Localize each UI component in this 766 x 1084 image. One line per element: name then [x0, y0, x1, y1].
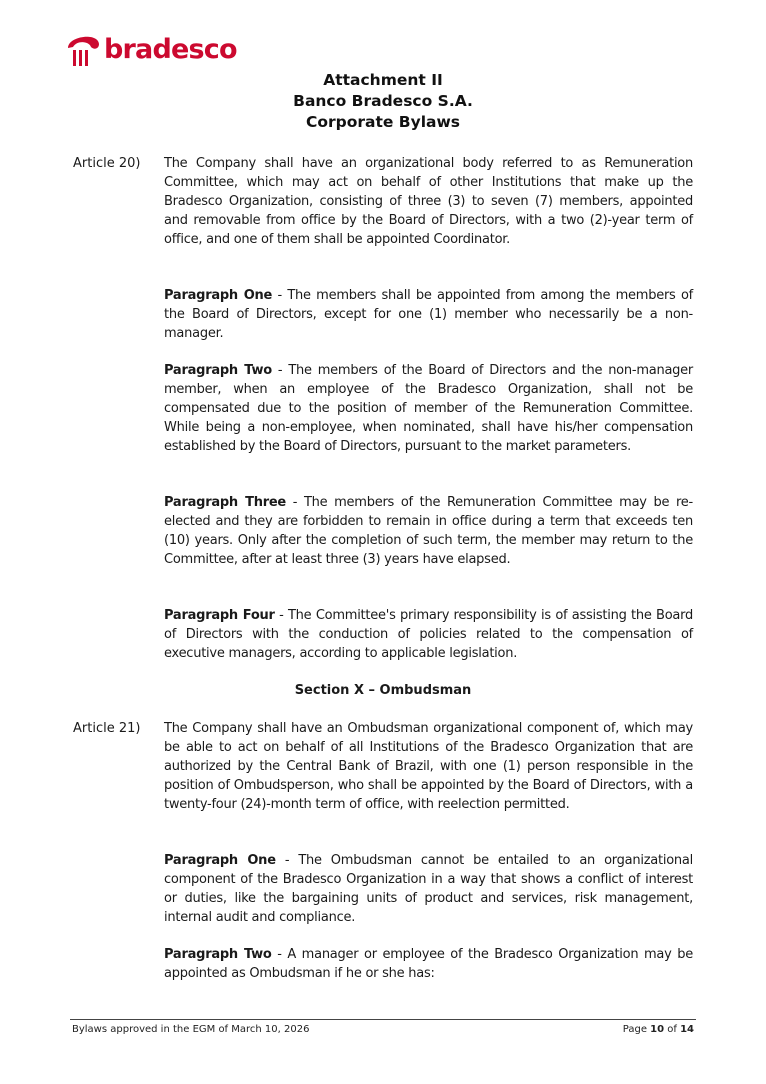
- document-title: [0, 70, 766, 133]
- article-21-text: The Company shall have an Ombudsman organizational component of, which may be able to act on behalf of all Institutions of the Bradesco Organization that are authorized by the Central Bank of Brazil, with one (1) person responsible in the position of Ombudsperson, who shall be appointed by the Board of Directors, with a twenty-four (24)-month term of office, with reelection permitted.: [164, 721, 693, 812]
- title-line-2: Banco Bradesco S.A.: [293, 92, 473, 110]
- paragraph-title: Paragraph Three: [164, 495, 286, 510]
- article-20-paragraph-three: [164, 494, 693, 570]
- article-20-paragraph-two: [164, 362, 693, 457]
- article-21-paragraph-two: [164, 946, 693, 984]
- bradesco-tree-icon: [64, 30, 104, 70]
- article-21-label: Article 21): [73, 721, 141, 736]
- paragraph-text: - The Ombudsman cannot be entailed to an organizational component of the Bradesco Organization in a way that shows a conflict of interest or duties, like the bargaining units of product and services, risk management, internal audit and compliance.: [164, 853, 693, 925]
- footer-divider: [70, 1019, 696, 1020]
- page-of: of: [664, 1024, 681, 1035]
- paragraph-title: Paragraph One: [164, 288, 273, 303]
- paragraph-title: Paragraph Two: [164, 363, 272, 378]
- paragraph-title: Paragraph Two: [164, 947, 272, 962]
- article-20-paragraph-one: [164, 287, 693, 344]
- section-heading: Section X – Ombudsman: [294, 683, 472, 698]
- article-20-paragraph-four: [164, 607, 693, 664]
- page-total: 14: [680, 1024, 694, 1035]
- paragraph-text: - The members of the Board of Directors and the non-manager member, when an employee of the Bradesco Organization, shall not be compensated due to the position of member of the Remuneration Committee. While being a non-employee, when nominated, shall have his/her compensation established by the Board of Directors, pursuant to the market parameters.: [164, 363, 694, 454]
- paragraph-text: - A manager or employee of the Bradesco Organization may be appointed as Ombudsman if he or she has:: [164, 947, 693, 981]
- page-prefix: Page: [622, 1024, 651, 1035]
- article-20-label: Article 20): [73, 156, 141, 171]
- footer-page-number: [623, 1024, 694, 1035]
- paragraph-text: - The members shall be appointed from among the members of the Board of Directors, except for one (1) member who necessarily be a non-manager.: [164, 288, 693, 341]
- bradesco-logo: [64, 30, 239, 74]
- footer-approval-note: Bylaws approved in the EGM of March 10, 2026: [72, 1024, 310, 1035]
- title-line-1: Attachment II: [323, 71, 443, 89]
- paragraph-text: - The members of the Remuneration Committee may be re-elected and they are forbidden to remain in office during a term that exceeds ten (10) years. Only after the completion of such term, the member may return to the Committee, after at least three (3) years have elapsed.: [164, 495, 693, 567]
- paragraph-title: Paragraph Four: [164, 608, 275, 623]
- brand-wordmark: bradesco: [104, 34, 237, 65]
- paragraph-text: - The Committee's primary responsibility is of assisting the Board of Directors with the conduction of policies related to the compensation of executive managers, according to applicable legislation.: [164, 608, 693, 661]
- article-21-paragraph-one: [164, 852, 693, 928]
- title-line-3: Corporate Bylaws: [305, 113, 461, 131]
- page-current: 10: [650, 1024, 665, 1035]
- paragraph-title: Paragraph One: [164, 853, 276, 868]
- article-20-text: The Company shall have an organizational body referred to as Remuneration Committee, which may act on behalf of other Institutions that make up the Bradesco Organization, consisting of three (3) to seven (7) members, appointed and removable from office by the Board of Directors, with a two (2)-year term of office, and one of them shall be appointed Coordinator.: [164, 156, 693, 247]
